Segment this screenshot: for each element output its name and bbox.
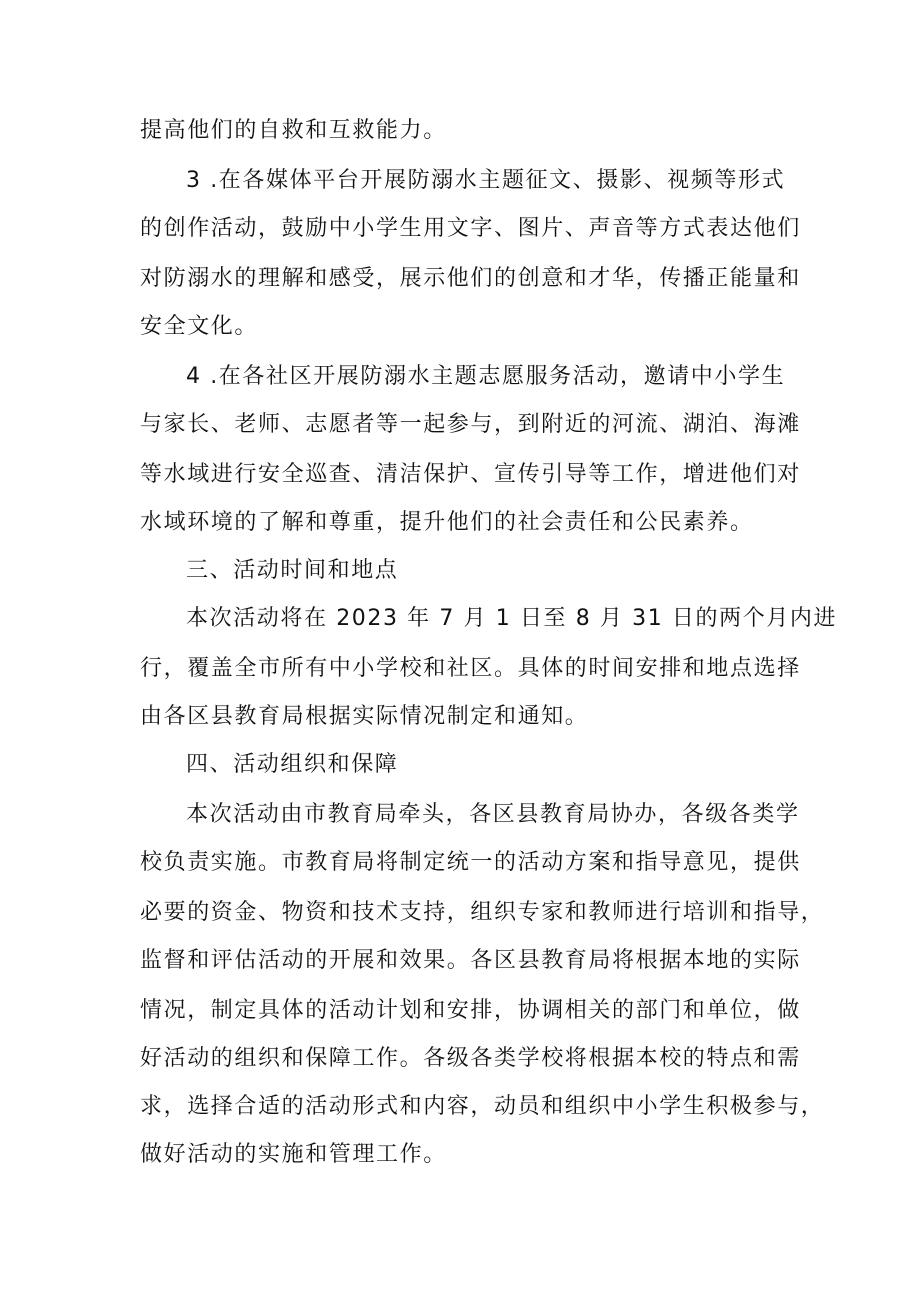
text-line: 行，覆盖全市所有中小学校和社区。具体的时间安排和地点选择 — [140, 656, 801, 681]
text-line: 好活动的组织和保障工作。各级各类学校将根据本校的特点和需 — [140, 1046, 801, 1071]
text-line: 情况，制定具体的活动计划和安排，协调相关的部门和单位，做 — [140, 998, 801, 1023]
text-line: 3 .在各媒体平台开展防溺水主题征文、摄影、视频等形式 — [186, 168, 786, 193]
text-line: 必要的资金、物资和技术支持，组织专家和教师进行培训和指导， — [140, 900, 825, 925]
text-line: 本次活动将在 2023 年 7 月 1 日至 8 月 31 日的两个月内进 — [186, 606, 838, 631]
text-line: 做好活动的实施和管理工作。 — [140, 1142, 447, 1167]
text-line: 等水域进行安全巡查、清洁保护、宣传引导等工作，增进他们对 — [140, 462, 801, 487]
text-line: 提高他们的自救和互救能力。 — [140, 118, 447, 143]
text-line: 由各区县教育局根据实际情况制定和通知。 — [140, 704, 589, 729]
text-line: 对防溺水的理解和感受，展示他们的创意和才华，传播正能量和 — [140, 266, 801, 291]
text-line: 求，选择合适的活动形式和内容，动员和组织中小学生积极参与， — [140, 1094, 825, 1119]
text-line: 本次活动由市教育局牵头，各区县教育局协办，各级各类学 — [186, 802, 800, 827]
text-line: 4 .在各社区开展防溺水主题志愿服务活动，邀请中小学生 — [186, 364, 786, 389]
section-heading: 四、活动组织和保障 — [186, 752, 399, 777]
section-heading: 三、活动时间和地点 — [186, 558, 399, 583]
text-line: 与家长、老师、志愿者等一起参与，到附近的河流、湖泊、海滩 — [140, 412, 801, 437]
text-line: 校负责实施。市教育局将制定统一的活动方案和指导意见，提供 — [140, 850, 801, 875]
text-line: 安全文化。 — [140, 314, 259, 339]
text-line: 水域环境的了解和尊重，提升他们的社会责任和公民素养。 — [140, 510, 754, 535]
text-line: 监督和评估活动的开展和效果。各区县教育局将根据本地的实际 — [140, 948, 801, 973]
text-line: 的创作活动，鼓励中小学生用文字、图片、声音等方式表达他们 — [140, 216, 801, 241]
